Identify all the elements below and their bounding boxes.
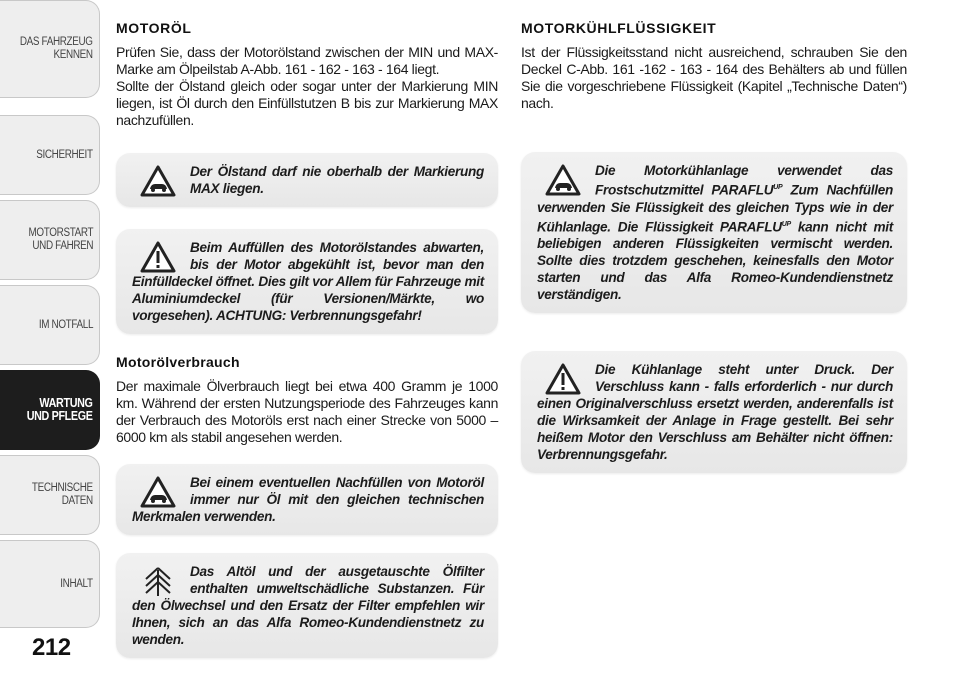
- kuehlfluessigkeit-intro: Ist der Flüssigkeitsstand nicht ausreichend, schrauben Sie den Deckel C-Abb. 161 -162 - 163 - 164 des Behälters ab und füllen Sie die vorgeschriebene Flüssigkeit (Kapitel „Technische Daten“) nach.: [521, 44, 907, 111]
- note-text: Der Ölstand darf nie oberhalb der Markierung MAX liegen.: [190, 164, 484, 196]
- superscript: UP: [773, 184, 783, 191]
- subheading-oil-consumption: Motorölverbrauch: [116, 354, 240, 370]
- warning-text: Die Kühlanlage steht unter Druck. Der Verschluss kann - falls erforderlich - nur durch einen Originalverschluss ersetzt werden, anderenfalls ist die Wirksamkeit der Anlage in Frage gestellt. Bei sehr heißem Motor den Verschluss am Behälter nicht öffnen: Verbrennungsgefahr.: [537, 362, 893, 463]
- motoroel-intro: Prüfen Sie, dass der Motorölstand zwischen der MIN und MAX-Marke am Ölpeilstab A-Abb. 161 - 162 - 163 - 164 liegt. Sollte der Ölstand gleich oder sogar unter der Markierung MIN liegen, ist Öl durch den Einfüllstutzen B bis zur Markierung MAX nachzufüllen.: [116, 44, 498, 128]
- tab-label: IM NOTFALL: [38, 318, 93, 331]
- superscript: UP: [781, 220, 791, 228]
- page-number: 212: [32, 634, 71, 661]
- note-text: [537, 162, 893, 303]
- tab-label: WARTUNG UND PFLEGE: [27, 396, 93, 423]
- car-warning-icon: [140, 165, 176, 197]
- left-column: [116, 20, 498, 658]
- note-box-antifreeze: [521, 152, 907, 313]
- note-box-refill-oil: [116, 464, 498, 535]
- tab-label: DAS FAHRZEUG KENNEN: [20, 36, 93, 61]
- tab-label: MOTORSTART UND FAHREN: [28, 227, 93, 252]
- right-column: [521, 20, 907, 473]
- section-heading-motoroel: MOTORÖL: [116, 20, 192, 36]
- car-warning-icon: [545, 164, 581, 196]
- warning-box-pressure: [521, 351, 907, 473]
- tab-motorstart-und-fahren[interactable]: [0, 200, 100, 280]
- tab-im-notfall[interactable]: [0, 285, 100, 365]
- consumption-text: Der maximale Ölverbrauch liegt bei etwa 400 Gramm je 1000 km. Während der ersten Nutzungsperiode des Fahrzeuges kann der Verbrauch des Motoröls erst nach einer Strecke von 5000 – 6000 km als stabil angesehen werden.: [116, 378, 498, 445]
- tab-label: SICHERHEIT: [36, 148, 93, 161]
- section-tabs: [0, 0, 102, 640]
- note-text: Bei einem eventuellen Nachfüllen von Motoröl immer nur Öl mit den gleichen technischen Merkmalen verwenden.: [132, 475, 484, 524]
- tab-wartung-und-pflege[interactable]: [0, 370, 100, 450]
- tab-label: TECHNISCHE DATEN: [32, 482, 93, 507]
- danger-warning-icon: [545, 363, 581, 395]
- tab-inhalt[interactable]: [0, 540, 100, 628]
- car-warning-icon: [140, 476, 176, 508]
- note-box-oil-level: [116, 153, 498, 207]
- note-text-part: kann nicht mit beliebigen anderen Flüssigkeiten vermischt werden. Sollte dies trotzdem geschehen, keinesfalls den Motor starten und das Alfa Romeo-Kundendienstnetz verständigen.: [537, 219, 894, 303]
- section-heading-kuehlfluessigkeit: MOTORKÜHLFLÜSSIGKEIT: [521, 20, 717, 36]
- environment-text: Das Altöl und der ausgetauschte Ölfilter enthalten umweltschädliche Substanzen. Für den Ölwechsel und den Ersatz der Filter empfehlen wir Ihnen, sich an das Alfa Romeo-Kundendienstnetz zu wenden.: [132, 564, 484, 647]
- tab-sicherheit[interactable]: [0, 115, 100, 195]
- note-text-part: Zum Nachfüllen verwenden Sie Flüssigkeit des gleichen Typs wie in der Kühlanlage. Die Flüssigkeit PARAFLU: [537, 182, 893, 235]
- tab-label: INHALT: [60, 577, 93, 590]
- note-text-part: Die Motorkühlanlage verwendet das Frostschutzmittel PARAFLU: [595, 163, 893, 198]
- environment-box: [116, 553, 498, 658]
- warning-text: Beim Auffüllen des Motorölstandes abwarten, bis der Motor abgekühlt ist, bevor man den Einfülldeckel öffnet. Dies gilt vor Allem für Fahrzeuge mit Aluminiumdeckel (für Versionen/Märkte, wo vorgesehen). ACHTUNG: Verbrennungsgefahr!: [132, 240, 484, 323]
- tab-technische-daten[interactable]: [0, 455, 100, 535]
- danger-warning-icon: [140, 241, 176, 273]
- tab-das-fahrzeug-kennen[interactable]: [0, 0, 100, 98]
- environment-icon: [140, 565, 176, 597]
- warning-box-refill: [116, 229, 498, 334]
